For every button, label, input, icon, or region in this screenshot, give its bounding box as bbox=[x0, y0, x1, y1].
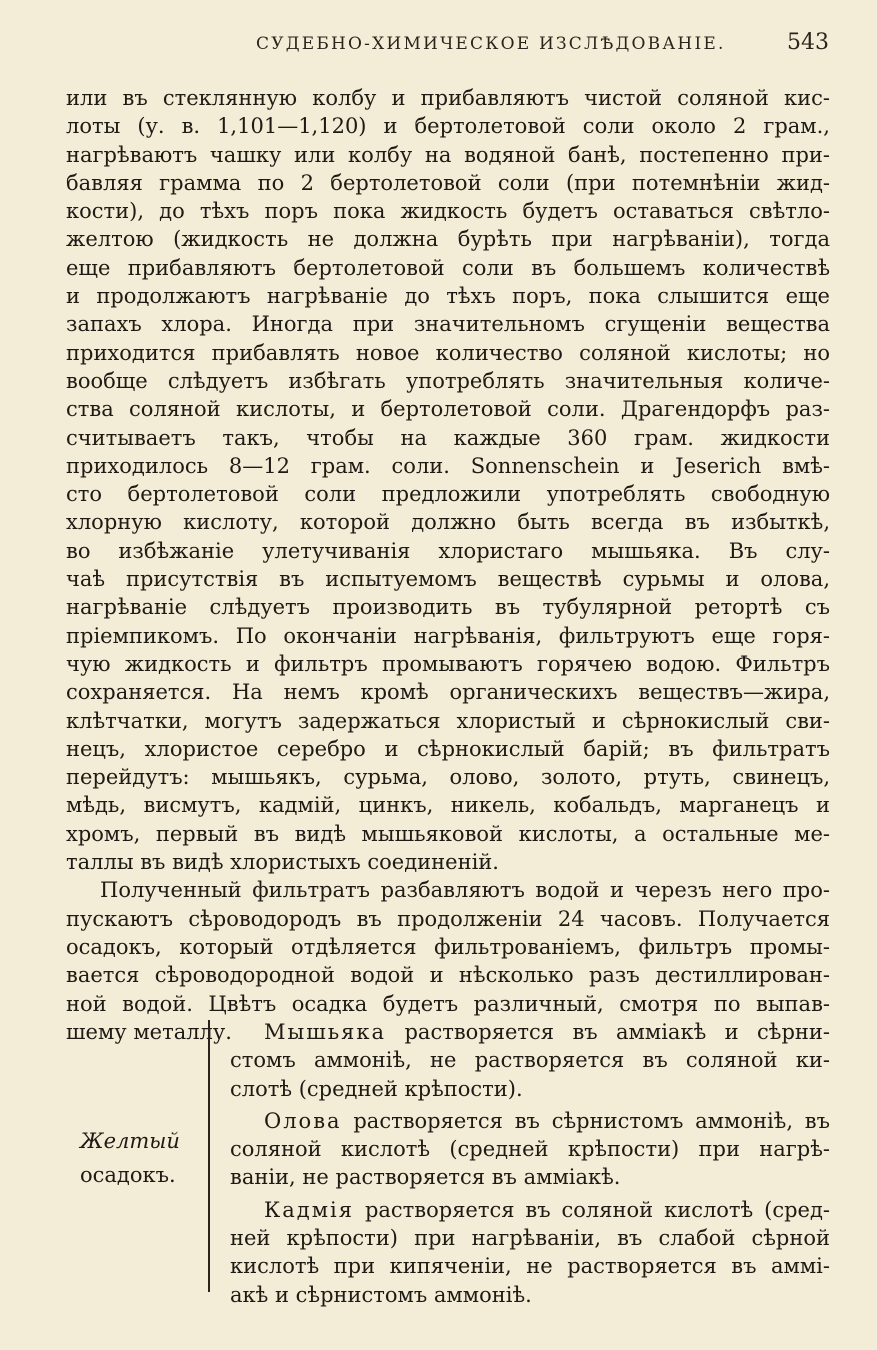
bracket-label-line-2: осадокъ. bbox=[80, 1163, 176, 1187]
bracket-entries bbox=[230, 1018, 830, 1313]
entry-line: кислотѣ при кипяченіи, не растворяется въ аммі- bbox=[230, 1254, 830, 1279]
text-line: бавляя грамма по 2 бертолетовой соли (при потемнѣніи жид- bbox=[66, 170, 830, 195]
text-line: лоты (у. в. 1,101—1,120) и бертолетовой соли около 2 грам., bbox=[66, 114, 830, 139]
text-line: нагрѣваютъ чашку или колбу на водяной банѣ, постепенно при- bbox=[66, 142, 830, 167]
text-line: пріемпикомъ. По окончаніи нагрѣванія, фильтруютъ еще горя- bbox=[66, 623, 830, 648]
text-line: клѣтчатки, могутъ задержаться хлористый и сѣрнокислый сви- bbox=[66, 708, 830, 733]
text-line: чую жидкость и фильтръ промываютъ горячею водою. Фильтръ bbox=[66, 651, 830, 676]
entry-line: Олова растворяется въ сѣрнистомъ аммоніѣ, въ bbox=[264, 1108, 830, 1133]
text-line: шему металлу. bbox=[66, 1019, 232, 1044]
entry-line: Кадмія растворяется въ соляной кислотѣ (сред- bbox=[264, 1197, 830, 1222]
text-line: Полученный фильтратъ разбавляютъ водой и черезъ него про- bbox=[100, 878, 830, 903]
paragraph-1 bbox=[66, 84, 830, 876]
text-line: нецъ, хлористое серебро и сѣрнокислый барій; въ фильтратъ bbox=[66, 736, 830, 761]
running-title: СУДЕБНО-ХИМИЧЕСКОЕ ИЗСЛѢДОВАНІЕ. bbox=[256, 34, 726, 54]
entry-line: Мышьяка растворяется въ амміакѣ и сѣрни- bbox=[264, 1020, 830, 1044]
text-line: хлорную кислоту, которой должно быть всегда въ избыткѣ, bbox=[66, 510, 830, 535]
entry-line: акѣ и сѣрнистомъ аммоніѣ. bbox=[230, 1282, 532, 1307]
bracket-entry bbox=[230, 1018, 830, 1103]
entry-line: ваніи, не растворяется въ амміакѣ. bbox=[230, 1165, 621, 1190]
running-header bbox=[66, 30, 829, 60]
text-line: пускаютъ сѣроводородъ въ продолженіи 24 часовъ. Получается bbox=[66, 906, 830, 931]
text-line: ства соляной кислоты, и бертолетовой соли. Драгендорфъ раз- bbox=[66, 397, 830, 422]
entry-line: стомъ аммоніѣ, не растворяется въ соляной ки- bbox=[230, 1048, 830, 1073]
entry-lead-word: Олова bbox=[264, 1108, 342, 1133]
text-line: приходится прибавлять новое количество соляной кислоты; но bbox=[66, 340, 830, 365]
text-line: еще прибавляютъ бертолетовой соли въ большемъ количествѣ bbox=[66, 255, 830, 280]
text-line: приходилось 8—12 грам. соли. Sonnenschein и Jeserich вмѣ- bbox=[66, 453, 830, 478]
text-line: чаѣ присутствія въ испытуемомъ веществѣ сурьмы и олова, bbox=[66, 567, 830, 592]
text-line: и продолжаютъ нагрѣваніе до тѣхъ поръ, пока слышится еще bbox=[66, 284, 830, 309]
entry-line: слотѣ (средней крѣпости). bbox=[230, 1076, 523, 1101]
curly-brace bbox=[208, 1020, 218, 1292]
text-line: считываетъ такъ, чтобы на каждые 360 грам. жидкости bbox=[66, 425, 830, 450]
text-line: хромъ, первый въ видѣ мышьяковой кислоты, а остальные ме- bbox=[66, 821, 830, 846]
bracket-entry bbox=[230, 1196, 830, 1309]
text-line: запахъ хлора. Иногда при значительномъ сгущеніи вещества bbox=[66, 312, 830, 337]
text-line: мѣдь, висмутъ, кадмій, цинкъ, никель, кобальдъ, марганецъ и bbox=[66, 793, 830, 818]
body-text bbox=[66, 84, 830, 1046]
bracket-entry bbox=[230, 1107, 830, 1192]
text-line: сохраняется. На немъ кромѣ органическихъ веществъ—жира, bbox=[66, 680, 830, 705]
text-line: ной водой. Цвѣтъ осадка будетъ различный, смотря по выпав- bbox=[66, 991, 830, 1016]
text-line: вается сѣроводородной водой и нѣсколько разъ дестиллирован- bbox=[66, 963, 830, 988]
bracket-label-line-1: Желтый bbox=[80, 1129, 180, 1153]
entry-line: ней крѣпости) при нагрѣваніи, въ слабой сѣрной bbox=[230, 1226, 830, 1251]
entry-lead-word: Кадмія bbox=[264, 1197, 355, 1222]
text-line: или въ стеклянную колбу и прибавляютъ чистой соляной кис- bbox=[66, 86, 830, 110]
precipitate-table bbox=[66, 1018, 830, 1307]
entry-lead-word: Мышьяка bbox=[264, 1020, 387, 1044]
text-line: сто бертолетовой соли предложили употреблять свободную bbox=[66, 482, 830, 507]
bracket-label bbox=[80, 1124, 190, 1192]
text-line: перейдутъ: мышьякъ, сурьма, олово, золото, ртуть, свинецъ, bbox=[66, 765, 830, 790]
text-line: нагрѣваніе слѣдуетъ производить въ тубулярной ретортѣ съ bbox=[66, 595, 830, 620]
entry-line: соляной кислотѣ (средней крѣпости) при нагрѣ- bbox=[230, 1137, 830, 1162]
page-number: 543 bbox=[787, 30, 829, 55]
text-line: вообще слѣдуетъ избѣгать употреблять значительныя количе- bbox=[66, 368, 830, 393]
text-line: таллы въ видѣ хлористыхъ соединеній. bbox=[66, 850, 499, 875]
text-line: кости), до тѣхъ поръ пока жидкость будетъ оставаться свѣтло- bbox=[66, 199, 830, 224]
text-line: во избѣжаніе улетучиванія хлористаго мышьяка. Въ слу- bbox=[66, 538, 830, 563]
text-line: осадокъ, который отдѣляется фильтрованіемъ, фильтръ промы- bbox=[66, 934, 830, 959]
text-line: желтою (жидкость не должна бурѣть при нагрѣваніи), тогда bbox=[66, 227, 830, 252]
